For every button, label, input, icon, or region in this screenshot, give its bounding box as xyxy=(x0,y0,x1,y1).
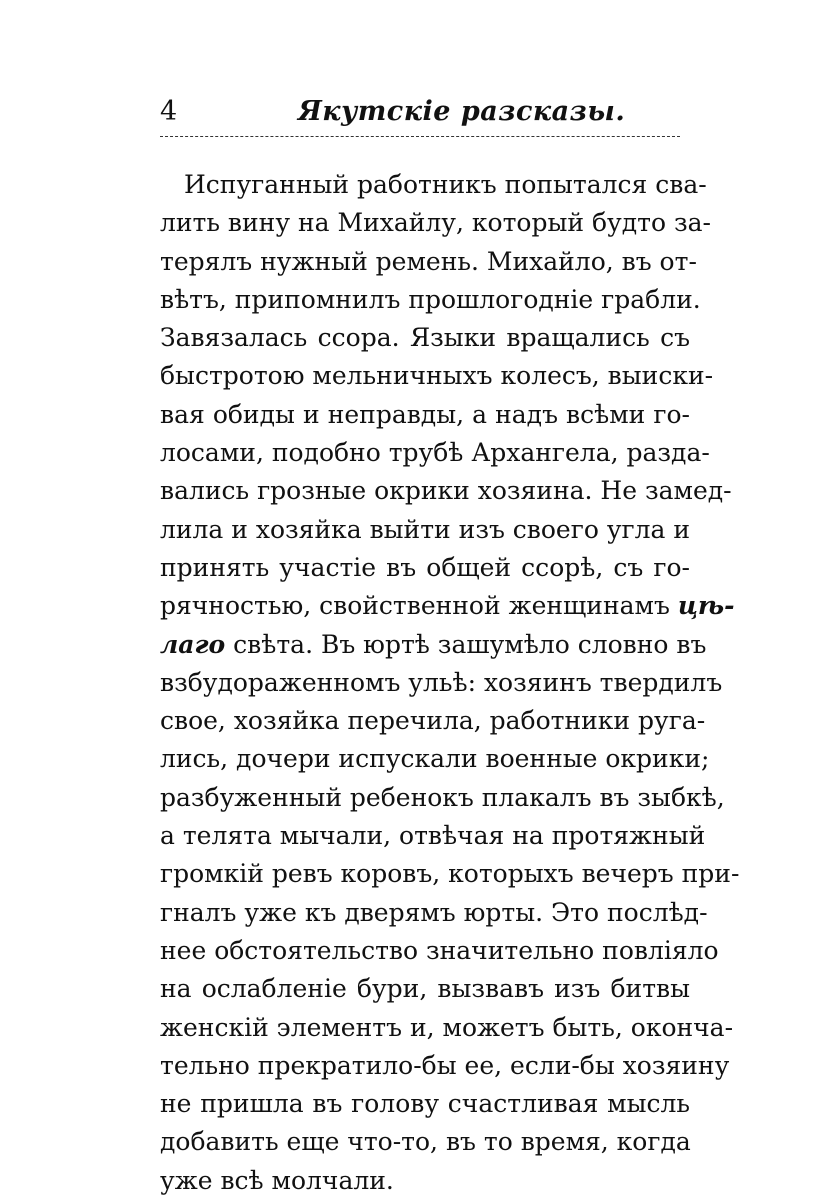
text-line-last: уже всѣ молчали. xyxy=(160,1165,394,1195)
text-line: лить вину на Михайлу, который будто за- xyxy=(160,208,711,238)
text-line: Испуганный работникъ попытался сва- xyxy=(184,170,707,199)
text-line: громкій ревъ коровъ, которыхъ вечеръ при- xyxy=(160,859,740,889)
text-line: принять участіе въ общей ссорѣ, съ го- xyxy=(160,552,690,582)
body-paragraph xyxy=(160,166,740,1200)
text-line: на ослабленіе бури, вызвавъ изъ битвы xyxy=(160,974,690,1004)
text-line: лись, дочери испускали военные окрики; xyxy=(160,744,710,774)
text-line-with-italic xyxy=(160,626,707,664)
italic-word: цѣ- xyxy=(677,591,735,621)
text-line: лосами, подобно трубѣ Архангела, разда- xyxy=(160,438,710,468)
running-header xyxy=(160,92,680,132)
running-title: Якутскіе разсказы. xyxy=(298,96,626,127)
text-segment: свѣта. Въ юртѣ зашумѣло словно въ xyxy=(225,629,707,659)
text-line: не пришла въ голову счастливая мысль xyxy=(160,1089,690,1119)
text-line: добавить еще что-то, въ то время, когда xyxy=(160,1127,691,1157)
text-line: терялъ нужный ремень. Михайло, въ от- xyxy=(160,246,697,276)
text-line: разбуженный ребенокъ плакалъ въ зыбкѣ, xyxy=(160,782,725,812)
text-line: женскій элементъ и, можетъ быть, оконча- xyxy=(160,1012,734,1042)
header-rule xyxy=(160,136,680,137)
italic-word: лаго xyxy=(160,629,226,659)
page-number: 4 xyxy=(160,96,178,127)
text-line-with-italic xyxy=(160,587,735,625)
text-line: вая обиды и неправды, а надъ всѣми го- xyxy=(160,399,690,429)
text-segment: рячностью, свойственной женщинамъ xyxy=(160,591,670,621)
text-line: вѣтъ, припомнилъ прошлогодніе грабли. xyxy=(160,284,701,314)
text-line: свое, хозяйка перечила, работники руга- xyxy=(160,706,706,736)
text-line: взбудораженномъ ульѣ: хозяинъ твердилъ xyxy=(160,667,723,697)
text-line: быстротою мельничныхъ колесъ, выиски- xyxy=(160,361,714,391)
text-line: а телята мычали, отвѣчая на протяжный xyxy=(160,821,706,851)
text-line: тельно прекратило-бы ее, если-бы хозяину xyxy=(160,1050,730,1080)
text-line: Завязалась ссора. Языки вращались съ xyxy=(160,323,690,353)
text-line: вались грозные окрики хозяина. Не замед- xyxy=(160,476,732,506)
text-line: гналъ уже къ дверямъ юрты. Это послѣд- xyxy=(160,897,708,927)
text-line: нее обстоятельство значительно повліяло xyxy=(160,935,719,965)
text-line: лила и хозяйка выйти изъ своего угла и xyxy=(160,514,691,544)
